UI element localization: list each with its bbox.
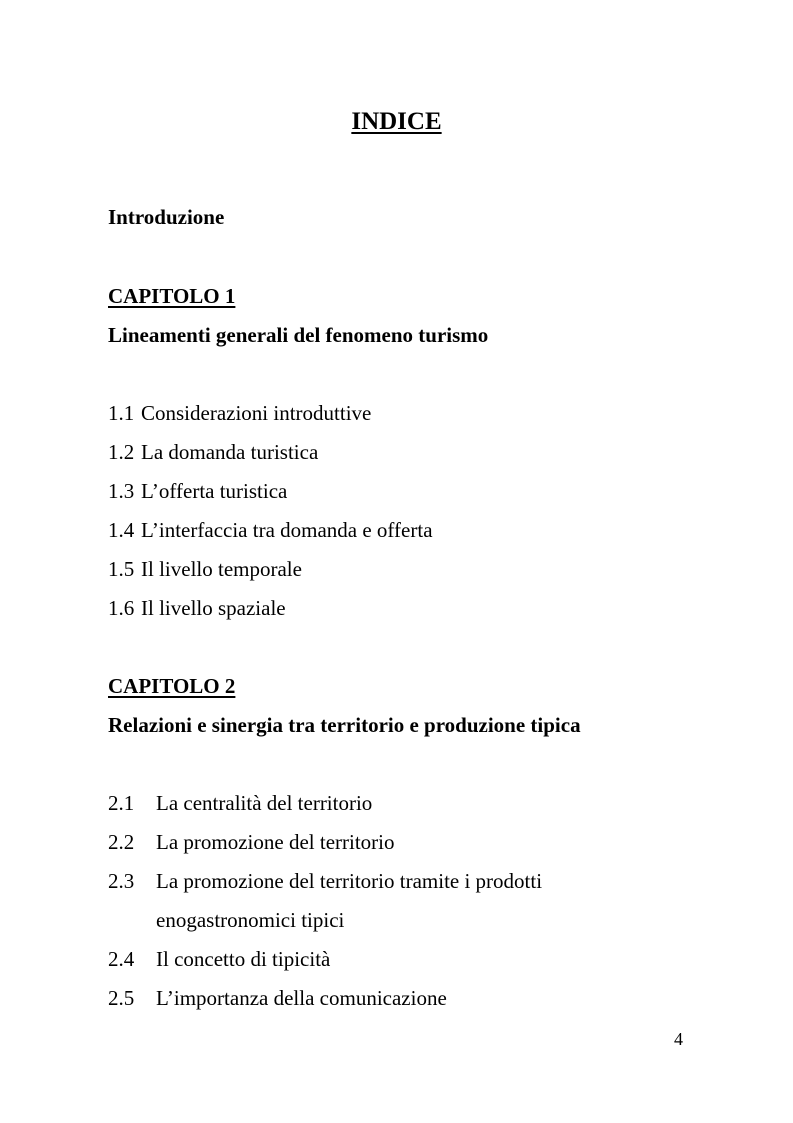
toc-entry <box>108 986 447 1011</box>
page-number: 4 <box>674 1029 683 1049</box>
chapter-1-label: CAPITOLO 1 <box>108 284 236 308</box>
entry-text: La domanda turistica <box>141 440 319 464</box>
entry-text: Considerazioni introduttive <box>141 401 372 425</box>
entry-text: Il livello spaziale <box>141 596 286 620</box>
entry-number: 2.3 <box>108 869 135 893</box>
entry-text: La promozione del territorio tramite i prodotti <box>156 869 543 893</box>
entry-text: La promozione del territorio <box>156 830 395 854</box>
toc-entry <box>108 401 371 426</box>
entry-text: L’offerta turistica <box>141 479 288 503</box>
entry-text: La centralità del territorio <box>156 791 373 815</box>
entry-number: 1.6 <box>108 596 135 620</box>
intro-heading: Introduzione <box>108 205 225 229</box>
toc-entry <box>108 947 330 972</box>
entry-number: 2.1 <box>108 791 135 815</box>
entry-text: Il concetto di tipicità <box>156 947 331 971</box>
toc-entry <box>108 518 433 543</box>
toc-entry <box>108 479 287 504</box>
toc-entry <box>108 557 302 582</box>
entry-number: 1.1 <box>108 401 135 425</box>
chapter-2-label: CAPITOLO 2 <box>108 674 236 698</box>
entry-text: Il livello temporale <box>141 557 302 581</box>
toc-entry <box>108 869 542 894</box>
entry-continuation: enogastronomici tipici <box>156 908 345 932</box>
toc-entry <box>108 440 318 465</box>
chapter-1-title: Lineamenti generali del fenomeno turismo <box>108 323 489 347</box>
entry-text: L’importanza della comunicazione <box>156 986 447 1010</box>
toc-entry <box>108 830 395 855</box>
page-title: INDICE <box>351 108 442 135</box>
toc-entry <box>108 596 286 621</box>
entry-number: 1.3 <box>108 479 135 503</box>
entry-number: 1.2 <box>108 440 135 464</box>
entry-number: 2.2 <box>108 830 135 854</box>
entry-number: 2.5 <box>108 986 135 1010</box>
entry-number: 1.4 <box>108 518 135 542</box>
chapter-2-title: Relazioni e sinergia tra territorio e produzione tipica <box>108 713 581 737</box>
entry-number: 1.5 <box>108 557 135 581</box>
toc-entry <box>108 791 372 816</box>
entry-text: L’interfaccia tra domanda e offerta <box>141 518 433 542</box>
entry-number: 2.4 <box>108 947 135 971</box>
